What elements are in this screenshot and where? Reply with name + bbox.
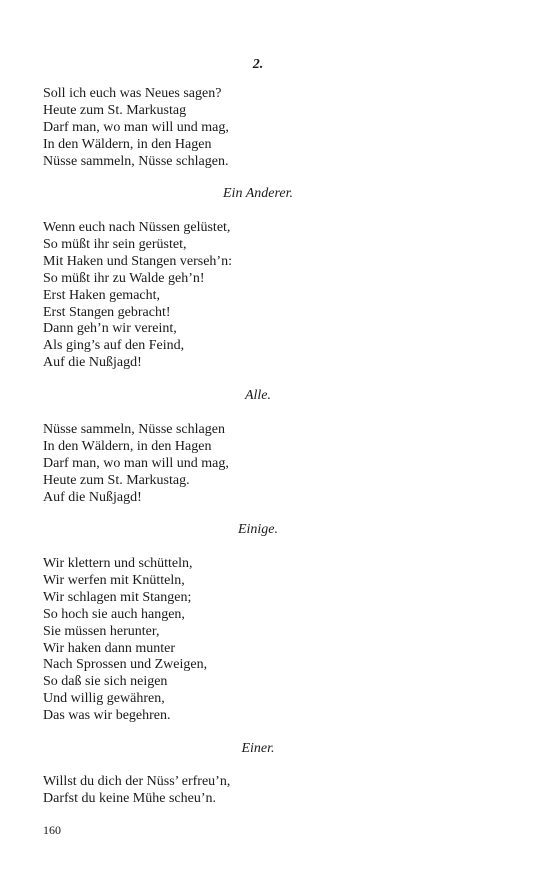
speaker-einige: Einige. <box>237 522 279 537</box>
verse-line: Mit Haken und Stangen verseh’n: <box>43 253 232 269</box>
verse-line: Wir klettern und schütteln, <box>43 556 193 571</box>
verse-line: So müßt ihr sein gerüstet, <box>43 236 187 252</box>
verse-line: Darf man, wo man will und mag, <box>43 455 229 471</box>
verse-line: Sie müssen herunter, <box>43 623 160 639</box>
stanza-2 <box>43 220 473 372</box>
verse-line: In den Wäldern, in den Hagen <box>43 438 212 454</box>
verse-line: Wir werfen mit Knütteln, <box>43 572 185 588</box>
page-number: 160 <box>43 823 61 837</box>
section-number: 2. <box>252 57 264 72</box>
verse-line: Nach Sprossen und Zweigen, <box>43 657 208 673</box>
verse-line: Auf die Nußjagd! <box>43 489 142 505</box>
verse-line: So müßt ihr zu Walde geh’n! <box>43 270 205 286</box>
verse-line: Darf man, wo man will und mag, <box>43 119 229 135</box>
verse-line: Wir schlagen mit Stangen; <box>43 589 192 605</box>
verse-line: So daß sie sich neigen <box>43 674 168 690</box>
verse-line: Erst Haken gemacht, <box>43 287 161 303</box>
verse-line: In den Wäldern, in den Hagen <box>43 136 212 152</box>
stanza-4 <box>43 556 473 725</box>
speaker-einer: Einer. <box>241 741 275 756</box>
stanza-5 <box>43 774 473 808</box>
verse-line: Dann geh’n wir vereint, <box>43 321 177 337</box>
verse-line: Und willig gewähren, <box>43 691 165 707</box>
verse-line: Nüsse sammeln, Nüsse schlagen <box>43 422 225 437</box>
verse-line: Das was wir begehren. <box>43 708 171 724</box>
verse-line: Wir haken dann munter <box>43 640 176 656</box>
verse-line: Soll ich euch was Neues sagen? <box>43 86 222 101</box>
verse-line: Heute zum St. Markustag. <box>43 472 190 488</box>
verse-line: Erst Stangen gebracht! <box>43 304 171 320</box>
verse-line: So hoch sie auch hangen, <box>43 606 185 622</box>
verse-line: Heute zum St. Markustag <box>43 102 187 118</box>
speaker-alle: Alle. <box>244 388 272 403</box>
verse-line: Auf die Nußjagd! <box>43 355 142 371</box>
stanza-3 <box>43 422 473 507</box>
verse-line: Willst du dich der Nüss’ erfreu’n, <box>43 774 231 789</box>
verse-line: Wenn euch nach Nüssen gelüstet, <box>43 220 231 235</box>
verse-line: Darfst du keine Mühe scheu’n. <box>43 790 217 806</box>
stanza-1 <box>43 86 473 171</box>
verse-line: Als ging’s auf den Feind, <box>43 338 185 354</box>
speaker-ein-anderer: Ein Anderer. <box>223 186 293 201</box>
verse-line: Nüsse sammeln, Nüsse schlagen. <box>43 153 229 169</box>
